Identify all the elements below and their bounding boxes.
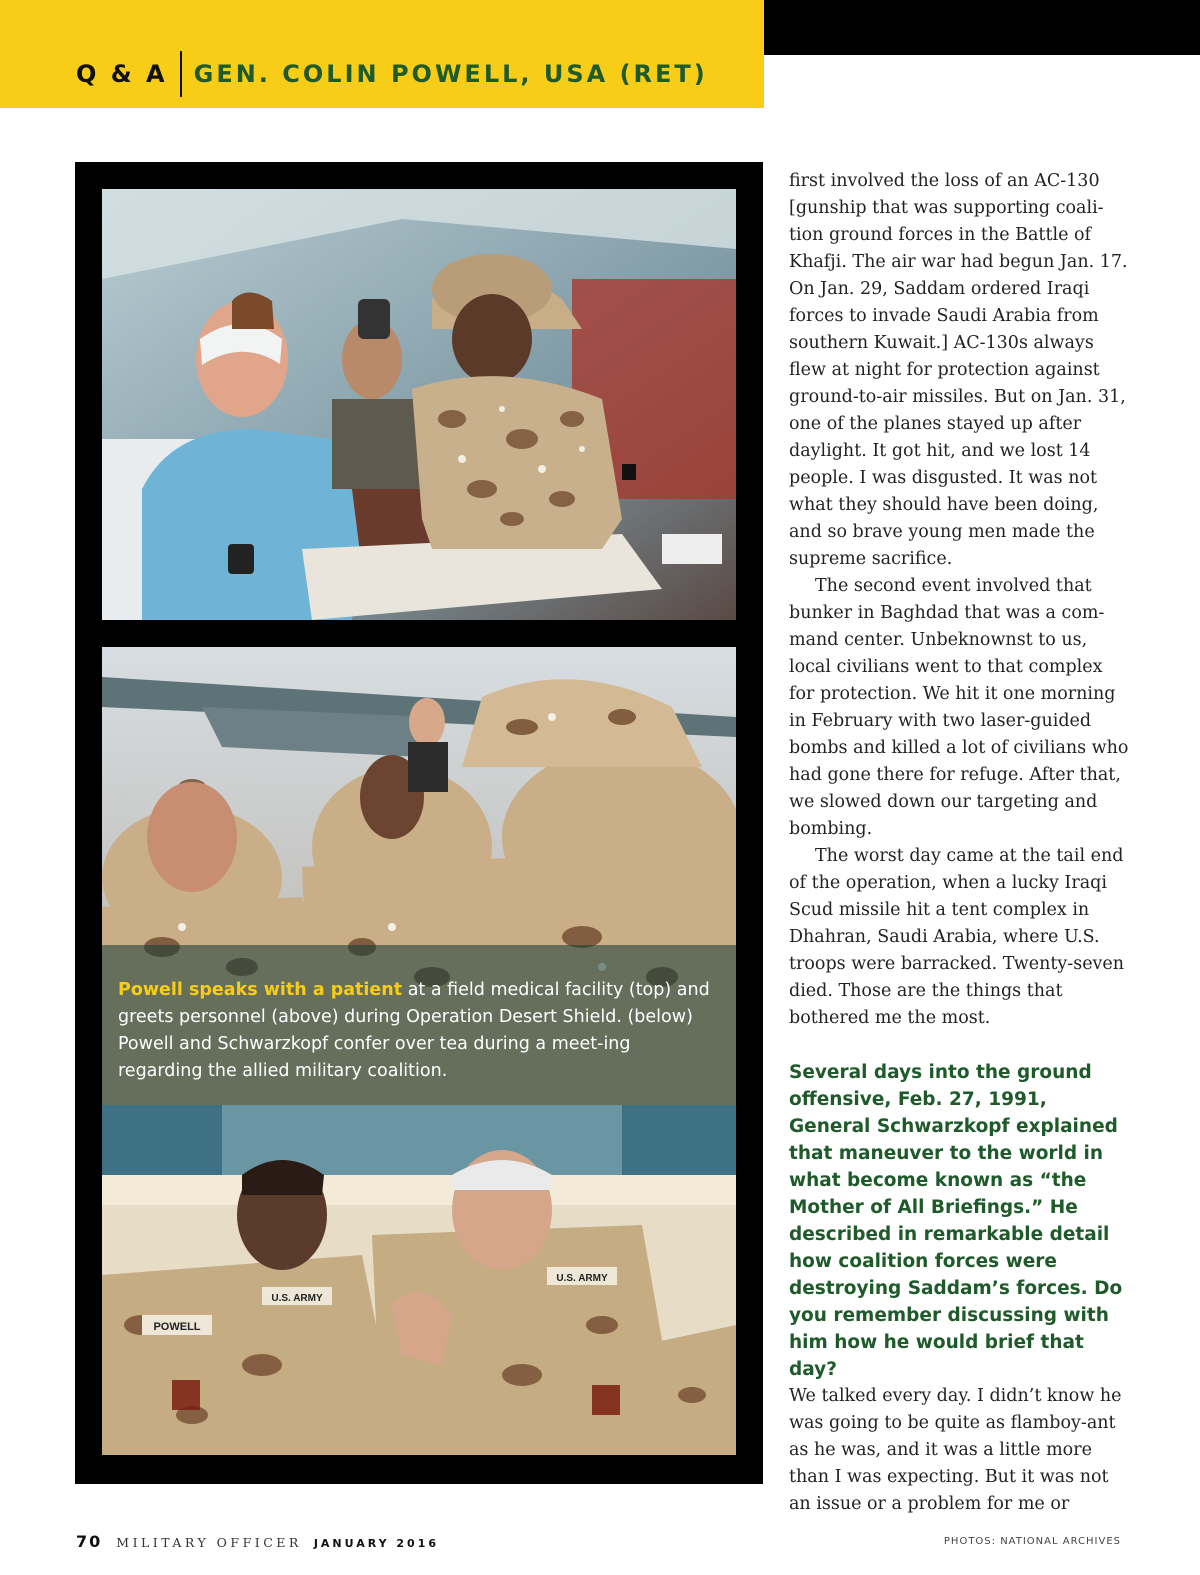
page-number: 70	[76, 1532, 103, 1551]
interview-subject: GEN. COLIN POWELL, USA (RET)	[193, 60, 708, 88]
magazine-name: MILITARY OFFICER	[116, 1535, 302, 1550]
section-label: Q & A	[76, 60, 168, 88]
header-divider	[180, 51, 182, 97]
article-body	[789, 168, 1129, 1518]
issue-date: JANUARY 2016	[313, 1537, 440, 1550]
photo-tea-meeting	[102, 1105, 736, 1455]
page-footer	[76, 1532, 439, 1551]
paragraph-4: We talked every day. I didn’t know he was going to be quite as flamboy-ant as he was, and it was a little more than I was expecting. But it was not an issue or a problem for me or	[789, 1386, 1122, 1514]
army-tag-left: U.S. ARMY	[271, 1293, 323, 1304]
header-black-bar	[764, 0, 1200, 55]
paragraph-3: The worst day came at the tail end of the operation, when a lucky Iraqi Scud missile hit a tent complex in Dhahran, Saudi Arabia, where U.S. troops were barracked. Twenty-seven died. Those are the things that bothered me the most.	[789, 846, 1125, 1028]
photo-hospital-visit	[102, 189, 736, 620]
photo-credit: PHOTOS: NATIONAL ARCHIVES	[943, 1536, 1121, 1547]
caption-lead: Powell speaks with a patient	[118, 980, 403, 1000]
name-tag: POWELL	[153, 1321, 201, 1333]
army-tag-right: U.S. ARMY	[556, 1273, 608, 1284]
interview-question: Several days into the ground offensive, Feb. 27, 1991, General Schwarzkopf explained that maneuver to the world in what become known as “the Mother of All Briefings.” He described in remarkable detail how coalition forces were destroying Saddam’s forces. Do you remember discussing with him how he would brief that day?	[789, 1062, 1123, 1380]
caption-text: at a field medical facility (top) and greets personnel (above) during Operation Desert Shield. (below) Powell and Schwarzkopf confer over tea during a meet-ing regarding the allied military coalition.	[118, 980, 710, 1081]
section-header	[76, 52, 708, 96]
paragraph-2: The second event involved that bunker in Baghdad that was a com-mand center. Unbeknownst to us, local civilians went to that complex for protection. We hit it one morning in February with two laser-guided bombs and killed a lot of civilians who had gone there for refuge. After that, we slowed down our targeting and bombing.	[789, 576, 1129, 839]
photo-caption	[118, 977, 718, 1085]
paragraph-1: first involved the loss of an AC-130 [gunship that was supporting coali-tion ground forces in the Battle of Khafji. The air war had begun Jan. 17. On Jan. 29, Saddam ordered Iraqi forces to invade Saudi Arabia from southern Kuwait.] AC-130s always flew at night for protection against ground-to-air missiles. But on Jan. 31, one of the planes stayed up after daylight. It got hit, and we lost 14 people. I was disgusted. It was not what they should have been doing, and so brave young men made the supreme sacrifice.	[789, 171, 1128, 569]
photo-panel	[75, 162, 763, 1484]
